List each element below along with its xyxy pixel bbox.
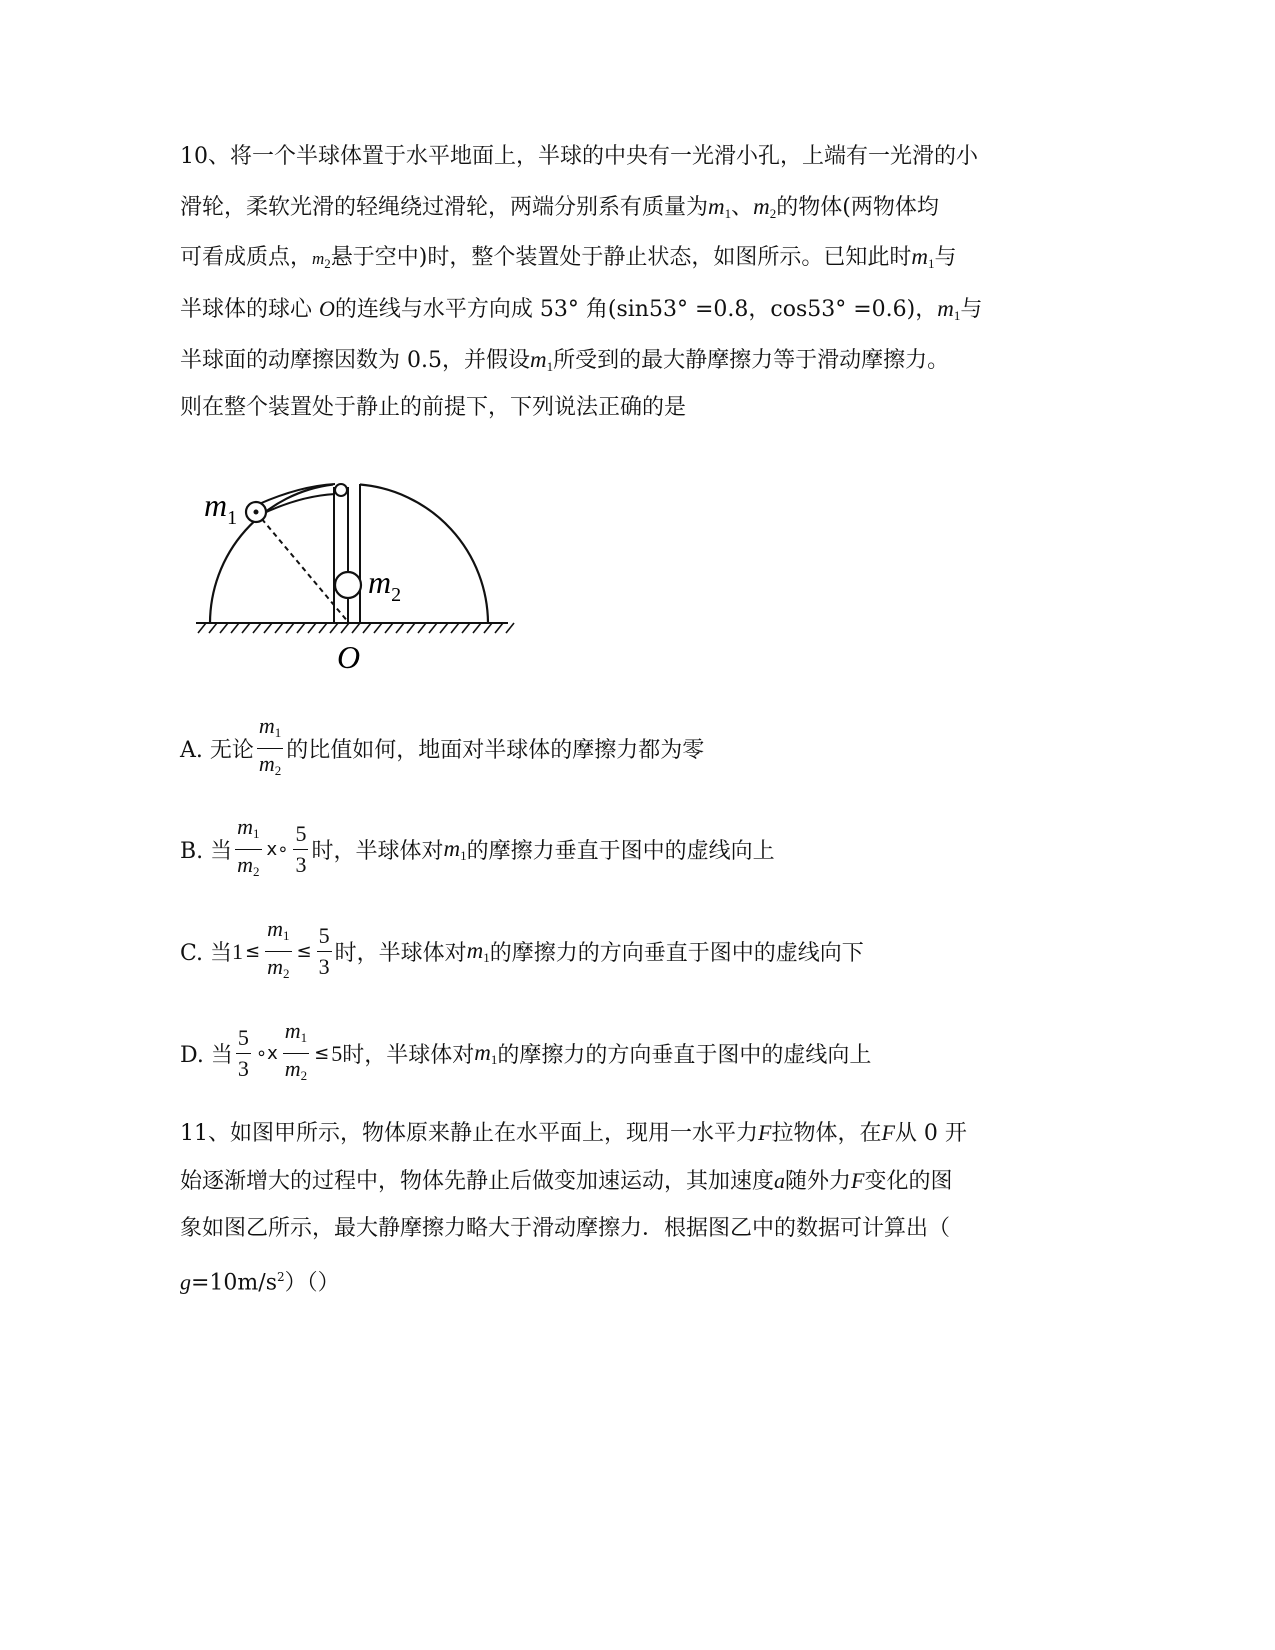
hatch-mark xyxy=(220,623,228,633)
hatch-mark xyxy=(363,623,371,633)
q11-text-4b: ）（） xyxy=(284,1270,340,1296)
q11-line-2 xyxy=(180,1166,953,1197)
hatch-mark xyxy=(352,623,360,633)
q10-text-5a: 半球面的动摩擦因数为 0.5，并假设 xyxy=(180,348,530,373)
hatch-mark xyxy=(209,623,217,633)
superscript-2: 2 xyxy=(277,1270,285,1284)
q10-text-2a: 滑轮，柔软光滑的轻绳绕过滑轮，两端分别系有质量为 xyxy=(180,195,709,220)
q10-text-6: 则在整个装置处于静止的前提下，下列说法正确的是 xyxy=(180,395,687,420)
fraction-5-3: $\frac{5}{3}$ xyxy=(318,923,330,979)
m2-ball xyxy=(335,572,361,598)
q11-text-1c: 从 0 开 xyxy=(894,1121,967,1146)
q10-line-5 xyxy=(180,345,949,382)
q11-line-4 xyxy=(180,1262,340,1298)
option-B-text-2: 的摩擦力垂直于图中的虚线向上 xyxy=(466,839,775,864)
q10-line-1 xyxy=(180,142,978,172)
ground-hatching xyxy=(198,623,514,633)
q10-text-4d: 与 xyxy=(960,297,983,322)
hatch-mark xyxy=(198,623,206,633)
hemisphere-right-arc xyxy=(360,485,488,624)
q10-text-3a: 可看成质点， xyxy=(180,245,313,270)
q11-text-2b: 随外力 xyxy=(785,1169,852,1194)
option-A-text: 的比值如何，地面对半球体的摩擦力都为零 xyxy=(286,738,705,763)
hatch-mark xyxy=(253,623,261,633)
m1-symbol: $m_1$ xyxy=(937,296,961,323)
hatch-mark xyxy=(407,623,415,633)
option-D-label: D. 当 xyxy=(180,1043,233,1068)
force-F-symbol: F xyxy=(851,1168,865,1193)
ratio-m1-m2: $\frac{m_1}{m_2}$ xyxy=(267,916,290,981)
m1-symbol: $m_1$ xyxy=(474,1039,498,1067)
garbled-symbol: ∘ⅹ xyxy=(255,1043,278,1064)
hatch-mark xyxy=(319,623,327,633)
option-A[interactable] xyxy=(180,714,704,783)
m2-label: $m_2$ xyxy=(368,564,402,606)
m1-center-dot xyxy=(254,510,259,515)
hatch-mark xyxy=(506,623,514,633)
q11-text-1a: 11、如图甲所示，物体原来静止在水平面上，现用一水平力 xyxy=(180,1121,758,1146)
hatch-mark xyxy=(308,623,316,633)
m1-symbol: $m_1$ xyxy=(911,244,935,271)
le-symbol: ≤ xyxy=(314,1043,330,1064)
hatch-mark xyxy=(330,623,338,633)
q10-text-3b: 悬于空中)时，整个装置处于静止状态，如图所示。已知此时 xyxy=(330,245,912,270)
option-B-text: 时，半球体对 xyxy=(311,839,444,864)
le-symbol: ≤ xyxy=(296,941,312,962)
option-D-text: 时，半球体对 xyxy=(342,1043,475,1068)
q10-text-5b: 所受到的最大静摩擦力等于滑动摩擦力。 xyxy=(553,348,950,373)
ratio-m1-m2: $\frac{m_1}{m_2}$ xyxy=(284,1018,308,1083)
rope-lower xyxy=(262,494,335,514)
hatch-mark xyxy=(462,623,470,633)
hatch-mark xyxy=(484,623,492,633)
q10-line-4 xyxy=(180,294,982,331)
hatch-mark xyxy=(341,623,349,633)
option-B[interactable] xyxy=(180,815,775,884)
center-O-symbol: O xyxy=(319,296,335,321)
hatch-mark xyxy=(275,623,283,633)
option-C[interactable] xyxy=(180,917,864,986)
number-one: 1 xyxy=(232,938,244,964)
hatch-mark xyxy=(374,623,382,633)
hatch-mark xyxy=(451,623,459,633)
q10-text-4a: 半球体的球心 xyxy=(180,297,313,322)
hatch-mark xyxy=(231,623,239,633)
q11-text-2c: 变化的图 xyxy=(864,1169,953,1194)
O-label: O xyxy=(337,639,361,675)
m2-symbol-small: $m_2$ xyxy=(312,249,331,271)
q11-text-3: 象如图乙所示，最大静摩擦力略大于滑动摩擦力．根据图乙中的数据可计算出（ xyxy=(180,1216,951,1241)
gravity-g-symbol: g xyxy=(180,1269,191,1295)
hatch-mark xyxy=(429,623,437,633)
hatch-mark xyxy=(440,623,448,633)
option-C-text: 时，半球体对 xyxy=(334,941,467,966)
q11-text-2a: 始逐渐增大的过程中，物体先静止后做变加速运动，其加速度 xyxy=(180,1169,775,1194)
q10-line-3 xyxy=(180,242,957,279)
fraction-5-3: $\frac{5}{3}$ xyxy=(295,821,307,877)
q10-text-1: 10、将一个半球体置于水平地面上，半球的中央有一光滑小孔，上端有一光滑的小 xyxy=(180,144,978,169)
force-F-symbol: F xyxy=(881,1120,895,1145)
vertical-tube xyxy=(334,488,348,623)
option-D-text-2: 的摩擦力的方向垂直于图中的虚线向上 xyxy=(497,1043,872,1068)
q10-text-2c: 的物体(两物体均 xyxy=(776,195,939,220)
hatch-mark xyxy=(418,623,426,633)
q10-text-2b: 、 xyxy=(731,195,754,220)
q11-text-4a: =10m/s xyxy=(191,1270,277,1296)
hatch-mark xyxy=(495,623,503,633)
m1-symbol: $m_1$ xyxy=(443,835,467,863)
hemisphere-figure xyxy=(190,478,520,678)
le-symbol: ≤ xyxy=(245,941,261,962)
m1-symbol: $m_1$ xyxy=(529,347,554,374)
option-C-label: C. 当 xyxy=(180,941,233,966)
ratio-m1-m2: $\frac{m_1}{m_2}$ xyxy=(258,713,282,778)
option-A-label: A. 无论 xyxy=(180,738,254,763)
option-C-text-2: 的摩擦力的方向垂直于图中的虚线向下 xyxy=(489,941,864,966)
m2-symbol: $m_2$ xyxy=(753,194,777,221)
hatch-mark xyxy=(242,623,250,633)
m1-symbol: $m_1$ xyxy=(466,937,490,965)
hatch-mark xyxy=(396,623,404,633)
number-five: 5 xyxy=(331,1040,343,1066)
garbled-symbol: ⅹ∘ xyxy=(266,839,289,860)
acceleration-a-symbol: a xyxy=(774,1168,786,1193)
q10-line-6 xyxy=(180,393,686,423)
hatch-mark xyxy=(286,623,294,633)
force-F-symbol: F xyxy=(758,1120,772,1145)
q11-line-3 xyxy=(180,1214,950,1244)
hatch-mark xyxy=(473,623,481,633)
hemisphere-left-arc xyxy=(210,485,333,624)
m1-label: $m_1$ xyxy=(204,487,238,529)
fraction-5-3: $\frac{5}{3}$ xyxy=(237,1025,249,1081)
q10-line-2 xyxy=(180,192,939,229)
m1-symbol: $m_1$ xyxy=(708,194,732,221)
hatch-mark xyxy=(385,623,393,633)
hatch-mark xyxy=(264,623,272,633)
option-D[interactable] xyxy=(180,1019,871,1088)
option-B-label: B. 当 xyxy=(180,839,233,864)
ratio-m1-m2: $\frac{m_1}{m_2}$ xyxy=(237,814,260,879)
q10-text-4c: 的连线与水平方向成 53° 角(sin53° =0.8，cos53° =0.6)， xyxy=(334,297,938,322)
q11-line-1 xyxy=(180,1118,967,1149)
hatch-mark xyxy=(297,623,305,633)
q11-text-1b: 拉物体，在 xyxy=(771,1121,882,1146)
q10-text-3c: 与 xyxy=(934,245,957,270)
pulley xyxy=(335,484,347,496)
